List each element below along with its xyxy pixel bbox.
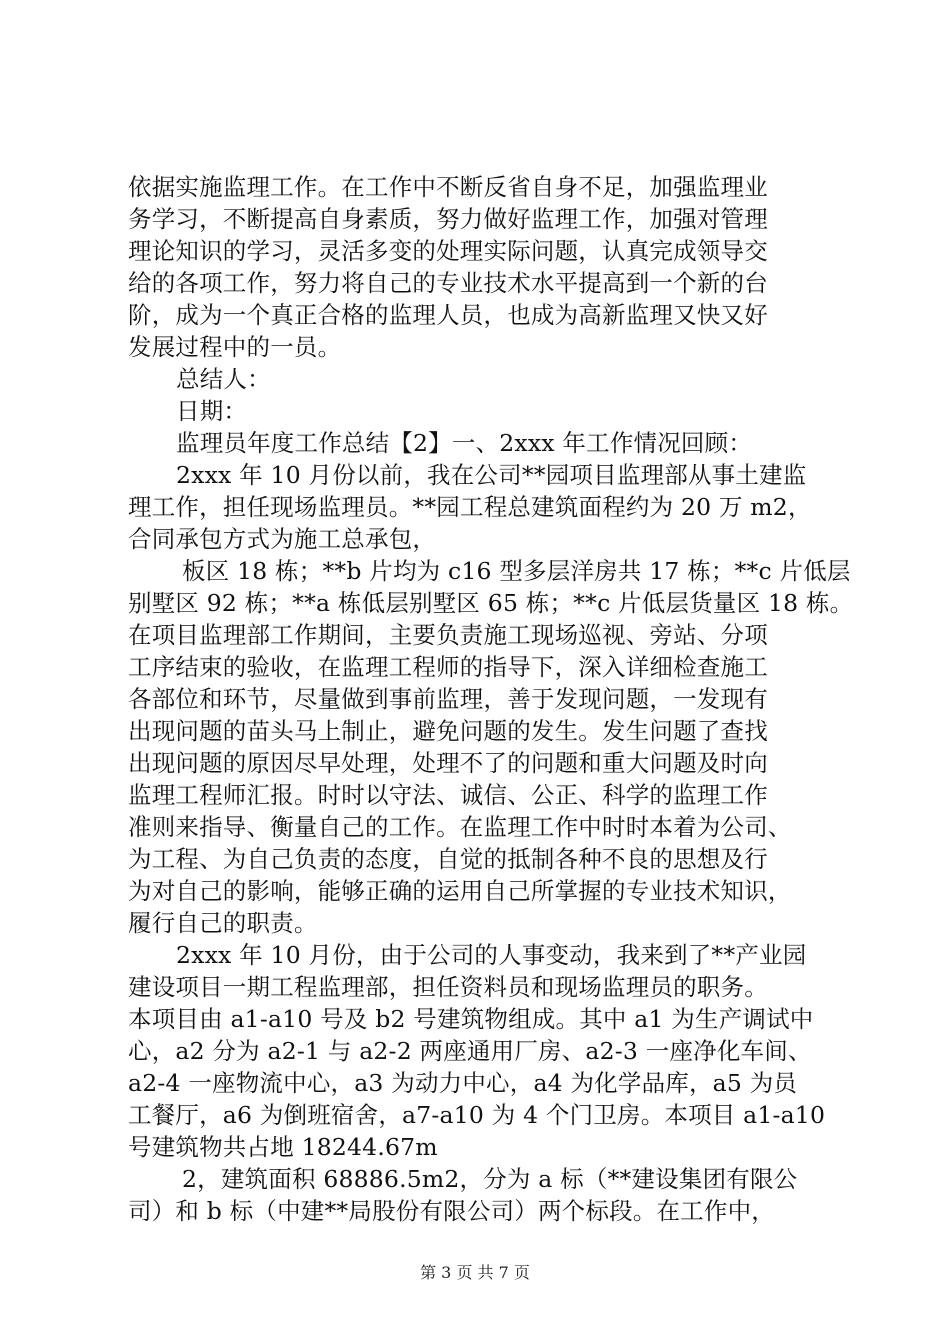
text-line: 2，建筑面积 68886.5m2，分为 a 标（**建设集团有限公 bbox=[182, 1165, 798, 1193]
text-line: 各部位和环节，尽量做到事前监理，善于发现问题，一发现有 bbox=[128, 685, 768, 713]
text-line: 为对自己的影响，能够正确的运用自己所掌握的专业技术知识， bbox=[128, 877, 792, 905]
text-line: 准则来指导、衡量自己的工作。在监理工作中时时本着为公司、 bbox=[128, 813, 792, 841]
text-line: 出现问题的原因尽早处理，处理不了的问题和重大问题及时向 bbox=[128, 749, 768, 777]
text-line: 2xxx 年 10 月份以前，我在公司**园项目监理部从事土建监 bbox=[176, 461, 807, 489]
text-line: 监理工程师汇报。时时以守法、诚信、公正、科学的监理工作 bbox=[128, 781, 768, 809]
section-heading: 监理员年度工作总结【2】一、2xxx 年工作情况回顾： bbox=[176, 429, 753, 457]
text-line: 司）和 b 标（中建**局股份有限公司）两个标段。在工作中， bbox=[128, 1197, 775, 1225]
text-line: 发展过程中的一员。 bbox=[128, 333, 342, 361]
text-line: 给的各项工作，努力将自己的专业技术水平提高到一个新的台 bbox=[128, 269, 768, 297]
text-line: 工餐厅，a6 为倒班宿舍，a7-a10 为 4 个门卫房。本项目 a1-a10 bbox=[128, 1101, 826, 1129]
text-line: a2-4 一座物流中心，a3 为动力中心，a4 为化学品库，a5 为员 bbox=[128, 1069, 798, 1097]
text-line: 依据实施监理工作。在工作中不断反省自身不足，加强监理业 bbox=[128, 173, 768, 201]
text-line: 理工作，担任现场监理员。**园工程总建筑面程约为 20 万 m2， bbox=[128, 493, 812, 521]
text-line: 本项目由 a1-a10 号及 b2 号建筑物组成。其中 a1 为生产调试中 bbox=[128, 1005, 814, 1033]
text-line: 建设项目一期工程监理部，担任资料员和现场监理员的职务。 bbox=[128, 973, 768, 1001]
text-line: 在项目监理部工作期间，主要负责施工现场巡视、旁站、分项 bbox=[128, 621, 768, 649]
text-line: 出现问题的苗头马上制止，避免问题的发生。发生问题了查找 bbox=[128, 717, 768, 745]
text-line: 理论知识的学习，灵活多变的处理实际问题，认真完成领导交 bbox=[128, 237, 768, 265]
text-line: 合同承包方式为施工总承包， bbox=[128, 525, 437, 553]
text-line: 号建筑物共占地 18244.67m bbox=[128, 1133, 438, 1161]
signature-label: 总结人： bbox=[176, 365, 271, 393]
text-line: 2xxx 年 10 月份，由于公司的人事变动，我来到了**产业园 bbox=[176, 941, 807, 969]
text-line: 务学习，不断提高自身素质，努力做好监理工作，加强对管理 bbox=[128, 205, 768, 233]
text-line: 工序结束的验收，在监理工程师的指导下，深入详细检查施工 bbox=[128, 653, 768, 681]
text-line: 别墅区 92 栋；**a 栋低层别墅区 65 栋；**c 片低层货量区 18 栋。 bbox=[128, 589, 854, 617]
text-line: 阶，成为一个真正合格的监理人员，也成为高新监理又快又好 bbox=[128, 301, 768, 329]
date-label: 日期： bbox=[176, 397, 248, 425]
text-line: 履行自己的职责。 bbox=[128, 909, 318, 937]
text-line: 板区 18 栋；**b 片均为 c16 型多层洋房共 17 栋；**c 片低层 bbox=[182, 557, 851, 585]
text-line: 心，a2 分为 a2-1 与 a2-2 两座通用厂房、a2-3 一座净化车间、 bbox=[128, 1037, 812, 1065]
text-line: 为工程、为自己负责的态度，自觉的抵制各种不良的思想及行 bbox=[128, 845, 768, 873]
page-number-footer: 第 3 页 共 7 页 bbox=[420, 1263, 530, 1282]
